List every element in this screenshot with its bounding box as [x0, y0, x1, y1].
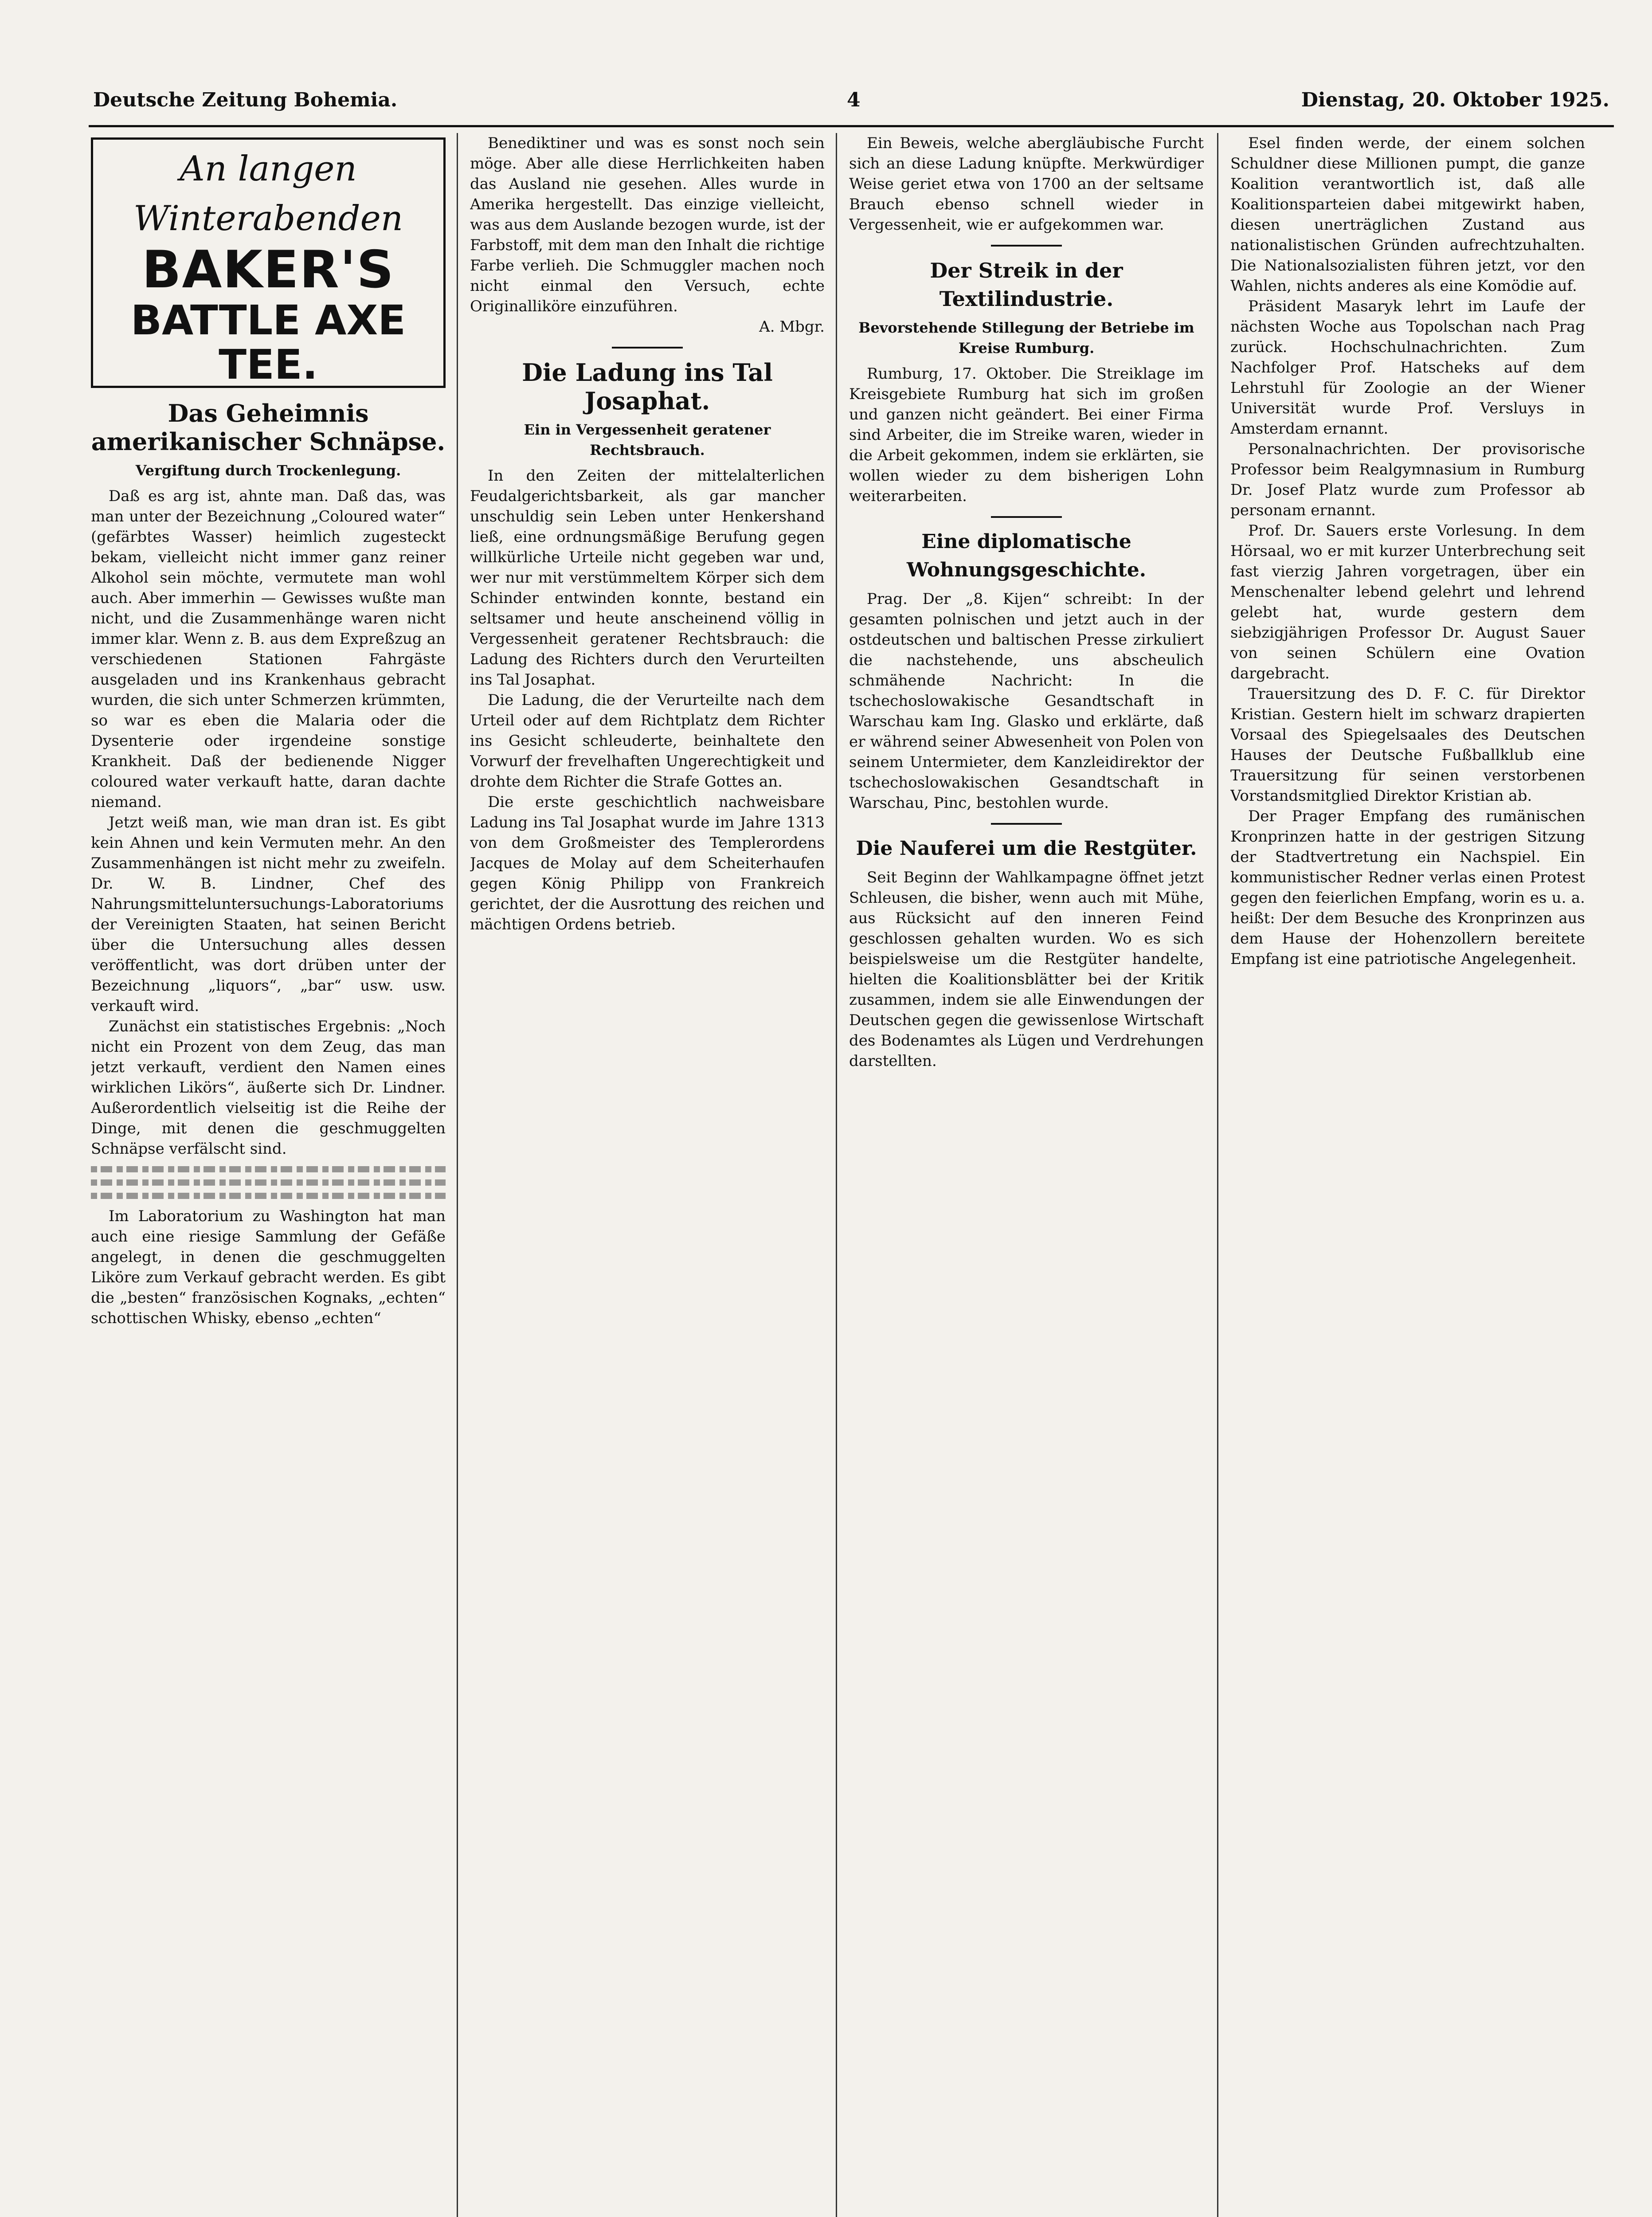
paragraph: Prag. Der „8. Kijen“ schreibt: In der gesamten polnischen und jetzt auch in der ostdeutschen und baltischen Presse zirkuliert die nachstehende, uns abscheulich schmähende Nachricht: In die tschechoslowakische Gesandtschaft in Warschau kam Ing. Glasko und erklärte, daß er während seiner Abwesenheit von Polen von seinem Untermieter, dem Kanzleidirektor der tschechoslowakischen Gesandtschaft in Warschau, Pinc, bestohlen wurde. — [849, 590, 1204, 812]
paragraph: Ein Beweis, welche abergläubische Furcht sich an diese Ladung knüpfte. Merkwürdiger Weise geriet etwa von 1700 an der seltsame Brauch ebenso schnell wieder in Vergessenheit, wie er aufgekommen war. — [849, 134, 1204, 234]
ad-line-2: Winterabenden — [133, 199, 403, 239]
divider — [612, 347, 683, 349]
ad-brand: BAKER'S — [142, 240, 395, 300]
newspaper-name: Deutsche Zeitung Bohemia. — [93, 89, 398, 111]
paragraph: Der Prager Empfang des rumänischen Kronprinzen hatte in der gestrigen Sitzung der Stadtvertretung ein Nachspiel. Ein kommunistischer Redner verlas einen Protest gegen den feierlichen Empfang, worin es u. a. heißt: Der dem Besuche des Kronprinzen aus dem Hause der Hohenzollern bereitete Empfang ist eine patriotische Angelegenheit. — [1230, 807, 1585, 968]
article-title: Das Geheimnis amerikanischer Schnäpse. — [91, 399, 446, 456]
paragraph: In den Zeiten der mittelalterlichen Feudalgerichtsbarkeit, als gar mancher unschuldig sein Leben unter Henkershand ließ, eine ordnungsmäßige Berufung gegen willkürliche Urteile nicht gegeben war und, wer nur mit verstümmeltem Körper sich dem Schinder entwinden konnte, bestand ein seltsamer und heute anscheinend völlig in Vergessenheit geratener Rechtsbrauch: die Ladung des Richters durch den Verurteilten ins Tal Josaphat. — [470, 467, 825, 689]
text-filler — [91, 1166, 446, 1172]
article-subtitle: Ein in Vergessenheit geratener Rechtsbrauch. — [524, 421, 771, 458]
paragraph: Esel finden werde, der einem solchen Schuldner diese Millionen pumpt, die ganze Koalition verantwortlich ist, daß alle Koalitionsparteien dabei mitgewirkt haben, diesen unerträglichen Zustand aus nationalistischen Gründen aufrechtzuhalten. Die Nationalsozialisten führen jetzt, vor den Wahlen, nichts anderes als eine Komödie auf. — [1230, 134, 1585, 295]
column-divider — [836, 133, 837, 2217]
issue-date: Dienstag, 20. Oktober 1925. — [1301, 89, 1609, 111]
paragraph: Seit Beginn der Wahlkampagne öffnet jetzt Schleusen, die bisher, wenn auch mit Mühe, aus Rücksicht auf den inneren Feind geschlossen gehalten wurden. Wo es sich beispielsweise um die Restgüter handelte, hielten die Koalitionsblätter bei der Kritik zusammen, indem sie alle Einwendungen der Deutschen gegen die gewissenlose Wirtschaft des Bodenamtes als Lügen und Verdrehungen darstellten. — [849, 869, 1204, 1070]
article-title: Der Streik in der Textilindustrie. — [930, 259, 1123, 311]
divider — [991, 245, 1062, 247]
column-divider — [1217, 133, 1218, 2217]
page-number: 4 — [847, 89, 861, 111]
paragraph: Daß es arg ist, ahnte man. Daß das, was man unter der Bezeichnung „Coloured water“ (gefärbtes Wasser) heimlich zugesteckt bekam, vielleicht nicht immer ganz reiner Alkohol sein möchte, vermutete man wohl auch. Aber immerhin — Gewisses wußte man nicht, und die Zusammenhänge waren nicht immer klar. Wenn z. B. aus dem Expreßzug an verschiedenen Stationen Fahrgäste ausgeladen und ins Krankenhaus gebracht wurden, die sich unter Schmerzen krümmten, so war es eben die Malaria oder die Dysenterie oder irgendeine sonstige Krankheit. Daß der bedienende Nigger coloured water verkauft hatte, daran dachte niemand. — [91, 487, 446, 811]
paragraph: Benediktiner und was es sonst noch sein möge. Aber alle diese Herrlichkeiten haben das Ausland nie gesehen. Alles wurde in Amerika hergestellt. Das einzige vielleicht, was aus dem Auslande bezogen wurde, ist der Farbstoff, mit dem man den Inhalt die richtige Farbe verlieh. Die Schmuggler machen noch nicht einmal den Versuch, echte Originalliköre einzuführen. — [470, 134, 825, 315]
column-3 — [849, 133, 1204, 2217]
tea-advertisement — [91, 137, 446, 388]
paragraph: Prof. Dr. Sauers erste Vorlesung. In dem Hörsaal, wo er mit kurzer Unterbrechung seit fast vierzig Jahren vorgetragen, über ein Menschenalter lebend gelehrt und lehrend gelebt hat, wurde gestern dem siebzigjährigen Professor Dr. August Sauer von seinen Schülern eine Ovation dargebracht. — [1230, 522, 1585, 682]
column-divider — [457, 133, 458, 2217]
column-4 — [1230, 133, 1585, 2217]
signature: A. Mbgr. — [759, 318, 825, 336]
paragraph: Die erste geschichtlich nachweisbare Ladung ins Tal Josaphat wurde im Jahre 1313 von dem Großmeister des Templerordens Jacques de Molay auf dem Scheiterhaufen gegen König Philipp von Frankreich gerichtet, der die Ausrottung des reichen und mächtigen Ordens betrieb. — [470, 793, 825, 933]
paragraph: Rumburg, 17. Oktober. Die Streiklage im Kreisgebiete Rumburg hat sich im großen und ganzen nicht geändert. Bei einer Firma sind Arbeiter, die im Streike waren, wieder in die Arbeit gekommen, indem sie erklärten, sie wollen wieder zu dem bisherigen Lohn weiterarbeiten. — [849, 365, 1204, 505]
paragraph: Jetzt weiß man, wie man dran ist. Es gibt kein Ahnen und kein Vermuten mehr. An den Zusammenhängen ist nicht mehr zu zweifeln. Dr. W. B. Lindner, Chef des Nahrungsmitteluntersuchungs-Laboratoriums der Vereinigten Staaten, hat seinen Bericht über die Untersuchung alles dessen veröffentlicht, was dort drüben unter der Bezeichnung „liquors“, „bar“ usw. usw. verkauft wird. — [91, 814, 446, 1015]
paragraph: Die Ladung, die der Verurteilte nach dem Urteil oder auf dem Richtplatz dem Richter ins Gesicht schleuderte, beinhaltete den Vorwurf der frevelhaften Ungerechtigkeit und drohte dem Richter die Strafe Gottes an. — [470, 691, 825, 791]
column-1 — [91, 133, 446, 2217]
article-subtitle: Bevorstehende Stillegung der Betriebe im Kreise Rumburg. — [858, 319, 1194, 356]
ad-brand-2: BATTLE AXE TEE. — [130, 297, 406, 388]
text-filler — [91, 1179, 446, 1186]
paragraph: Personalnachrichten. Der provisorische Professor beim Realgymnasium in Rumburg Dr. Josef Platz wurde zum Professor ab personam ernannt. — [1230, 440, 1585, 519]
article-title: Die Ladung ins Tal Josaphat. — [522, 358, 773, 415]
paragraph: Zunächst ein statistisches Ergebnis: „Noch nicht ein Prozent von dem Zeug, das man jetzt verkauft, verdient den Namen eines wirklichen Likörs“, äußerte sich Dr. Lindner. Außerordentlich vielseitig ist die Reihe der Dinge, mit denen die geschmuggelten Schnäpse verfälscht sind. — [91, 1018, 446, 1158]
page-header — [93, 89, 1609, 120]
article-subtitle: Vergiftung durch Trockenlegung. — [135, 462, 401, 479]
text-filler — [91, 1193, 446, 1199]
paragraph: Trauersitzung des D. F. C. für Direktor Kristian. Gestern hielt im schwarz drapierten Vorsaal des Spiegelsaales des Deutschen Hauses der Deutsche Fußballklub eine Trauersitzung für seinen verstorbenen Vorstandsmitglied Direktor Kristian ab. — [1230, 685, 1585, 805]
ad-line-1: An langen — [180, 149, 357, 189]
article-title: Eine diplomatische Wohnungsgeschichte. — [906, 530, 1147, 581]
divider — [991, 823, 1062, 825]
paragraph: Präsident Masaryk lehrt im Laufe der nächsten Woche aus Topolschan nach Prag zurück. Hochschulnachrichten. Zum Nachfolger Prof. Hatscheks auf dem Lehrstuhl für Zoologie an der Wiener Universität wurde Prof. Versluys in Amsterdam ernannt. — [1230, 298, 1585, 438]
column-2 — [470, 133, 825, 2217]
paragraph: Im Laboratorium zu Washington hat man auch eine riesige Sammlung der Gefäße angelegt, in denen die geschmuggelten Liköre zum Verkauf gebracht werden. Es gibt die „besten“ französischen Kognaks, „echten“ schottischen Whisky, ebenso „echten“ — [91, 1207, 446, 1327]
article-title: Die Nauferei um die Restgüter. — [856, 837, 1197, 860]
header-rule — [89, 125, 1614, 127]
divider — [991, 516, 1062, 518]
